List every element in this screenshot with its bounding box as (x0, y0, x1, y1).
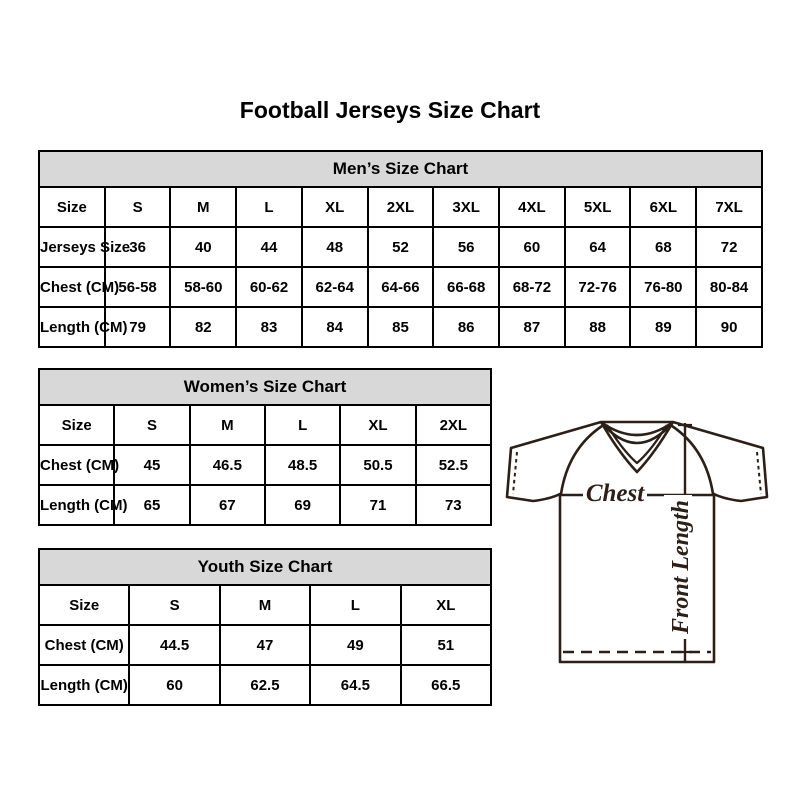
youth-size-table (38, 548, 492, 706)
value-cell: S (105, 187, 171, 227)
row-label-cell: Size (39, 405, 114, 445)
value-cell: 68 (630, 227, 696, 267)
value-cell: 64.5 (310, 665, 400, 705)
jersey-outline (507, 422, 767, 662)
row-label-cell: Length (CM) (39, 665, 129, 705)
value-cell: 68-72 (499, 267, 565, 307)
value-cell: 60-62 (236, 267, 302, 307)
row-label-cell: Chest (CM) (39, 625, 129, 665)
row-label-cell: Length (CM) (39, 307, 105, 347)
row-label-cell: Chest (CM) (39, 267, 105, 307)
value-cell: 3XL (433, 187, 499, 227)
value-cell: 83 (236, 307, 302, 347)
size-header-row (39, 405, 491, 445)
jersey-diagram-svg (495, 395, 780, 680)
value-cell: 56 (433, 227, 499, 267)
table-row (39, 445, 491, 485)
value-cell: 64-66 (368, 267, 434, 307)
table-title: Women’s Size Chart (39, 369, 491, 405)
value-cell: 46.5 (190, 445, 265, 485)
jersey-measurement-diagram (495, 395, 780, 680)
table-row (39, 665, 491, 705)
value-cell: 56-58 (105, 267, 171, 307)
value-cell: L (265, 405, 340, 445)
value-cell: 2XL (368, 187, 434, 227)
table-row (39, 307, 762, 347)
value-cell: 89 (630, 307, 696, 347)
value-cell: XL (340, 405, 415, 445)
value-cell: 6XL (630, 187, 696, 227)
table-title: Youth Size Chart (39, 549, 491, 585)
value-cell: 66-68 (433, 267, 499, 307)
value-cell: M (170, 187, 236, 227)
size-header-row (39, 187, 762, 227)
value-cell: 71 (340, 485, 415, 525)
value-cell: 4XL (499, 187, 565, 227)
value-cell: 45 (114, 445, 189, 485)
table-row (39, 227, 762, 267)
value-cell: 40 (170, 227, 236, 267)
value-cell: 52.5 (416, 445, 491, 485)
value-cell: 5XL (565, 187, 631, 227)
value-cell: XL (302, 187, 368, 227)
chest-label: Chest (585, 480, 645, 507)
table-row (39, 485, 491, 525)
value-cell: 62.5 (220, 665, 310, 705)
value-cell: 44 (236, 227, 302, 267)
value-cell: L (236, 187, 302, 227)
womens-size-table (38, 368, 492, 526)
value-cell: 44.5 (129, 625, 219, 665)
value-cell: 80-84 (696, 267, 762, 307)
value-cell: S (129, 585, 219, 625)
value-cell: 60 (129, 665, 219, 705)
mens-size-table (38, 150, 763, 348)
value-cell: 82 (170, 307, 236, 347)
row-label-cell: Jerseys Size (39, 227, 105, 267)
front-length-label-group (664, 495, 694, 639)
row-label-cell: Chest (CM) (39, 445, 114, 485)
value-cell: 64 (565, 227, 631, 267)
size-header-row (39, 585, 491, 625)
row-label-cell: Size (39, 187, 105, 227)
value-cell: 66.5 (401, 665, 491, 705)
row-label-cell: Length (CM) (39, 485, 114, 525)
value-cell: 69 (265, 485, 340, 525)
value-cell: 49 (310, 625, 400, 665)
table-title: Men’s Size Chart (39, 151, 762, 187)
value-cell: 88 (565, 307, 631, 347)
value-cell: 36 (105, 227, 171, 267)
value-cell: 76-80 (630, 267, 696, 307)
value-cell: 2XL (416, 405, 491, 445)
value-cell: S (114, 405, 189, 445)
value-cell: 65 (114, 485, 189, 525)
value-cell: 67 (190, 485, 265, 525)
value-cell: 7XL (696, 187, 762, 227)
value-cell: 48 (302, 227, 368, 267)
page-title: Football Jerseys Size Chart (239, 97, 541, 123)
value-cell: 48.5 (265, 445, 340, 485)
value-cell: 85 (368, 307, 434, 347)
value-cell: 50.5 (340, 445, 415, 485)
value-cell: 47 (220, 625, 310, 665)
value-cell: 84 (302, 307, 368, 347)
value-cell: M (220, 585, 310, 625)
table-header-row (39, 369, 491, 405)
table-row (39, 625, 491, 665)
front-length-label: Front Length (668, 499, 694, 635)
value-cell: 86 (433, 307, 499, 347)
value-cell: 87 (499, 307, 565, 347)
table-header-row (39, 549, 491, 585)
value-cell: 51 (401, 625, 491, 665)
value-cell: M (190, 405, 265, 445)
value-cell: 58-60 (170, 267, 236, 307)
table-row (39, 267, 762, 307)
value-cell: L (310, 585, 400, 625)
row-label-cell: Size (39, 585, 129, 625)
value-cell: 72-76 (565, 267, 631, 307)
value-cell: 73 (416, 485, 491, 525)
table-header-row (39, 151, 762, 187)
value-cell: 90 (696, 307, 762, 347)
value-cell: 52 (368, 227, 434, 267)
value-cell: 79 (105, 307, 171, 347)
value-cell: XL (401, 585, 491, 625)
value-cell: 60 (499, 227, 565, 267)
value-cell: 62-64 (302, 267, 368, 307)
value-cell: 72 (696, 227, 762, 267)
